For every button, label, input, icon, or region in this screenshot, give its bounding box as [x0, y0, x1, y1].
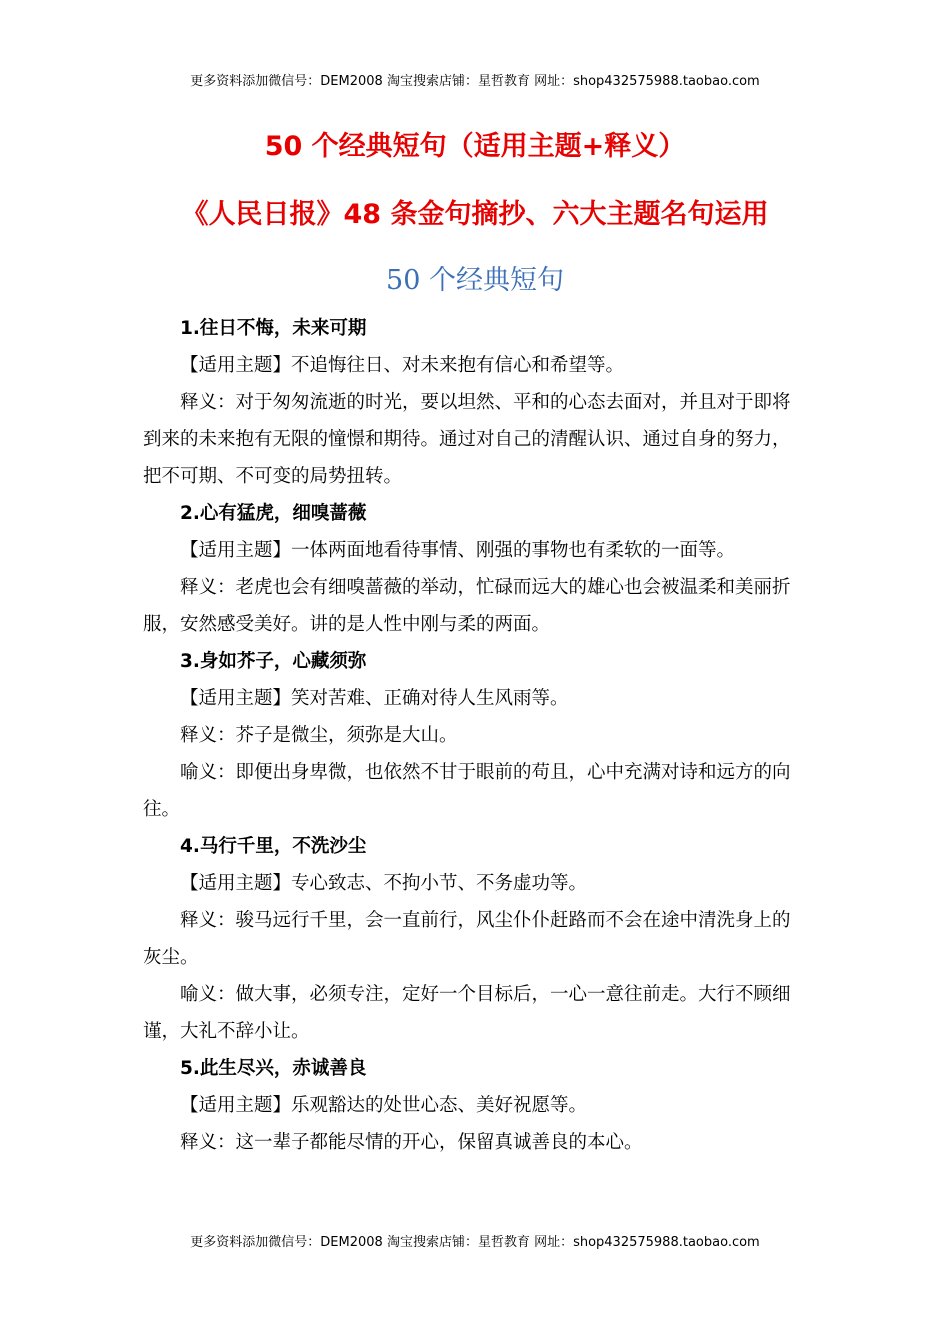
entry-heading: 1.往日不悔，未来可期	[180, 318, 367, 339]
entry-theme: 【适用主题】笑对苦难、正确对待人生风雨等。	[180, 688, 569, 709]
main-title: 50 个经典短句（适用主题+释义）	[264, 131, 686, 162]
entry-list	[143, 310, 803, 1161]
page-header: 更多资料添加微信号：DEM2008 淘宝搜索店铺：星哲教育 网址：shop432575988.taobao.com	[190, 74, 760, 89]
entry-theme: 【适用主题】不追悔往日、对未来抱有信心和希望等。	[180, 355, 625, 376]
entry-meaning: 释义：对于匆匆流逝的时光，要以坦然、平和的心态去面对，并且对于即将到来的未来抱有无限的憧憬和期待。通过对自己的清醒认识、通过自身的努力，把不可期、不可变的局势扭转。	[143, 392, 791, 487]
entry-meaning: 释义：芥子是微尘，须弥是大山。	[180, 725, 458, 746]
entry-theme: 【适用主题】乐观豁达的处世心态、美好祝愿等。	[180, 1095, 588, 1116]
entry-meaning: 释义：骏马远行千里，会一直前行，风尘仆仆赶路而不会在途中清洗身上的灰尘。	[143, 910, 791, 968]
entry-allegory: 喻义：即便出身卑微，也依然不甘于眼前的苟且，心中充满对诗和远方的向往。	[143, 762, 791, 820]
secondary-title: 《人民日报》48 条金句摘抄、六大主题名句运用	[181, 199, 769, 230]
entry-theme: 【适用主题】一体两面地看待事情、刚强的事物也有柔软的一面等。	[180, 540, 736, 561]
entry-allegory: 喻义：做大事，必须专注，定好一个目标后，一心一意往前走。大行不顾细谨，大礼不辞小让。	[143, 984, 791, 1042]
entry-meaning: 释义：这一辈子都能尽情的开心，保留真诚善良的本心。	[180, 1132, 643, 1153]
page-footer: 更多资料添加微信号：DEM2008 淘宝搜索店铺：星哲教育 网址：shop432575988.taobao.com	[190, 1235, 760, 1250]
section-title: 50 个经典短句	[386, 265, 564, 296]
entry-meaning: 释义：老虎也会有细嗅蔷薇的举动，忙碌而远大的雄心也会被温柔和美丽折服，安然感受美好。讲的是人性中刚与柔的两面。	[143, 577, 791, 635]
entry-heading: 2.心有猛虎，细嗅蔷薇	[180, 503, 367, 524]
entry-heading: 5.此生尽兴，赤诚善良	[180, 1058, 367, 1079]
entry-theme: 【适用主题】专心致志、不拘小节、不务虚功等。	[180, 873, 588, 894]
entry-heading: 3.身如芥子，心藏须弥	[180, 651, 367, 672]
entry-heading: 4.马行千里，不洗沙尘	[180, 836, 367, 857]
